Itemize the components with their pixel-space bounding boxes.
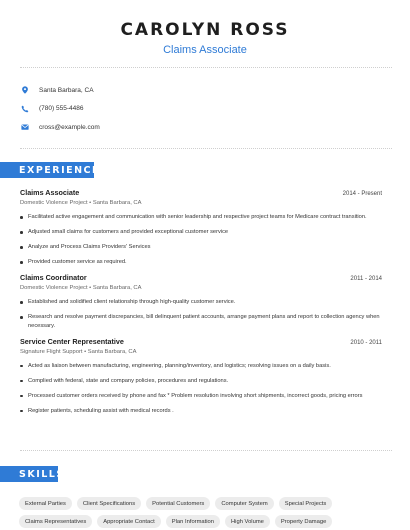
job-location: Santa Barbara, CA bbox=[92, 285, 142, 291]
skill-chip: Client Specifications bbox=[77, 497, 141, 510]
job-entry bbox=[20, 188, 382, 267]
job-bullet: Facilitated active engagement and communication with senior leadership and respective project teams for Medicare contract transition. bbox=[20, 213, 382, 222]
job-bullets bbox=[20, 213, 382, 267]
job-bullet: Provided customer service as required. bbox=[20, 258, 382, 267]
divider bbox=[20, 148, 392, 149]
contact-phone bbox=[20, 100, 392, 119]
job-bullets bbox=[20, 298, 382, 330]
job-bullets bbox=[20, 362, 382, 416]
divider bbox=[20, 67, 392, 68]
job-company-line: Domestic Violence Project • Santa Barbara, CA bbox=[20, 200, 142, 206]
job-company: Domestic Violence Project bbox=[20, 200, 88, 206]
candidate-title: Claims Associate bbox=[163, 44, 247, 56]
skill-chip: Property Damage bbox=[275, 515, 332, 528]
contact-email-text: cross@example.com bbox=[39, 123, 100, 131]
skill-chip: External Parties bbox=[19, 497, 72, 510]
job-entry bbox=[20, 273, 382, 330]
contact-location bbox=[20, 81, 392, 100]
phone-icon bbox=[20, 104, 30, 114]
contact-email bbox=[20, 118, 392, 137]
contact-phone-text: (780) 555-4486 bbox=[39, 105, 84, 113]
job-company-line: Domestic Violence Project • Santa Barbara, CA bbox=[20, 285, 142, 291]
job-title: Service Center Representative bbox=[20, 336, 124, 346]
job-location: Santa Barbara, CA bbox=[87, 348, 137, 355]
job-bullet: Acted as liaison between manufacturing, engineering, planning/inventory, and logistics; resolving issues on a daily basis. bbox=[20, 362, 382, 371]
job-title: Claims Coordinator bbox=[20, 273, 87, 282]
job-entry bbox=[20, 337, 382, 416]
job-dates: 2010 - 2011 bbox=[350, 339, 382, 346]
job-dates: 2014 - Present bbox=[342, 191, 382, 197]
email-icon bbox=[20, 122, 30, 132]
resume-header bbox=[0, 20, 410, 56]
job-bullet: Established and solidified client relationship through high-quality customer service. bbox=[20, 298, 382, 307]
skill-chip: Appropriate Contact bbox=[97, 515, 161, 528]
skill-chip: High Volume bbox=[225, 515, 270, 528]
location-pin-icon bbox=[20, 85, 30, 95]
skill-chip: Potential Customers bbox=[146, 497, 210, 510]
job-company-line: Signature Flight Support • Santa Barbara, CA bbox=[20, 348, 137, 355]
section-heading-experience: EXPERIENCE bbox=[0, 162, 94, 178]
contact-location-text: Santa Barbara, CA bbox=[39, 86, 94, 94]
job-company: Domestic Violence Project bbox=[20, 285, 88, 291]
job-title: Claims Associate bbox=[20, 188, 80, 197]
divider bbox=[20, 450, 392, 451]
job-bullet: Processed customer orders received by phone and fax * Problem resolution involving short shipments, incorrect goods, pricing errors bbox=[20, 392, 382, 401]
skills-list bbox=[19, 497, 399, 528]
skill-chip: Claims Representatives bbox=[19, 515, 92, 528]
skill-chip: Special Projects bbox=[279, 497, 333, 510]
skill-chip: Plan Information bbox=[166, 515, 220, 528]
job-bullet: Analyze and Process Claims Providers' Services bbox=[20, 243, 382, 252]
skill-chip: Computer System bbox=[215, 497, 273, 510]
job-bullet: Research and resolve payment discrepancies, bill delinquent patient accounts, arrange payment plans and report to collection agency when necessary. bbox=[20, 313, 382, 330]
job-bullet: Adjusted small claims for customers and provided exceptional customer service bbox=[20, 228, 382, 237]
job-bullet: Complied with federal, state and company policies, procedures and regulations. bbox=[20, 377, 382, 386]
section-heading-skills: SKILLS bbox=[0, 466, 58, 482]
job-company: Signature Flight Support bbox=[20, 348, 83, 355]
candidate-name: CAROLYN ROSS bbox=[120, 20, 290, 40]
job-location: Santa Barbara, CA bbox=[92, 200, 142, 206]
job-dates: 2011 - 2014 bbox=[350, 276, 382, 282]
contact-list bbox=[20, 81, 392, 137]
experience-list bbox=[20, 188, 382, 422]
job-bullet: Register patients, scheduling assist with medical records . bbox=[20, 407, 382, 416]
